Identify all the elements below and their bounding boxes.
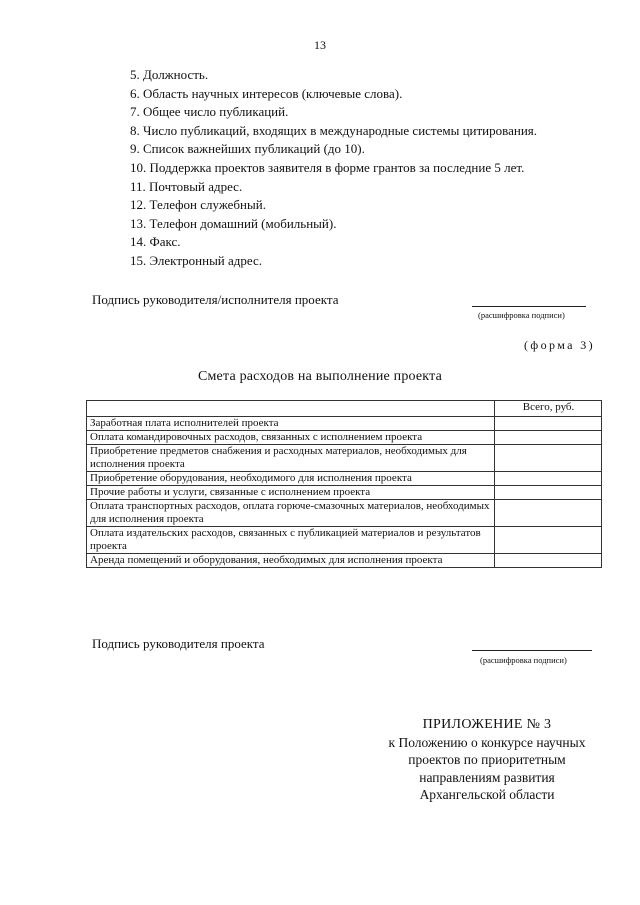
list-item: 12. Телефон служебный. [130, 197, 266, 213]
amount-cell [495, 445, 602, 472]
list-item: 14. Факс. [130, 234, 181, 250]
list-item: 10. Поддержка проектов заявителя в форме грантов за последние 5 лет. [130, 159, 525, 175]
page-number: 13 [314, 38, 326, 52]
expense-item-cell: Приобретение оборудования, необходимого для исполнения проекта [87, 472, 495, 486]
list-item: 13. Телефон домашний (мобильный). [130, 215, 337, 231]
header-cell-total: Всего, руб. [495, 401, 602, 417]
applicant-info-list [130, 66, 537, 271]
list-item: 15. Электронный адрес. [130, 252, 263, 268]
expense-item-cell: Оплата транспортных расходов, оплата горюче-смазочных материалов, необходимых для исполнения проекта [87, 500, 495, 527]
header-cell-item [87, 401, 495, 417]
table-row [87, 486, 602, 500]
amount-cell [495, 486, 602, 500]
appendix-block [352, 716, 622, 804]
table-row [87, 431, 602, 445]
signature-caption-2: (расшифровка подписи) [480, 655, 567, 665]
amount-cell [495, 431, 602, 445]
table-row [87, 500, 602, 527]
signature-label-1: Подпись руководителя/исполнителя проекта [92, 292, 339, 307]
list-item: 5. Должность. [130, 67, 209, 82]
appendix-line: к Положению о конкурсе научных [388, 734, 586, 750]
table-title: Смета расходов на выполнение проекта [197, 369, 443, 384]
amount-cell [495, 472, 602, 486]
table-header-row [87, 401, 602, 417]
list-item: 8. Число публикаций, входящих в международные системы цитирования. [130, 122, 538, 138]
signature-line-2 [472, 650, 592, 651]
appendix-line: Архангельской области [419, 787, 555, 802]
list-item: 7. Общее число публикаций. [130, 104, 289, 120]
appendix-line: проектов по приоритетным [408, 752, 566, 767]
amount-cell [495, 527, 602, 554]
amount-cell [495, 417, 602, 431]
table-row [87, 417, 602, 431]
appendix-line: направлениям развития [419, 769, 555, 785]
signature-caption-1: (расшифровка подписи) [478, 310, 565, 320]
signature-line-1 [472, 306, 586, 307]
table-row [87, 445, 602, 472]
expense-item-cell: Аренда помещений и оборудования, необходимых для исполнения проекта [87, 554, 495, 568]
expense-item-cell: Заработная плата исполнителей проекта [87, 417, 495, 431]
amount-cell [495, 500, 602, 527]
table-row [87, 472, 602, 486]
list-item: 11. Почтовый адрес. [130, 178, 243, 194]
expense-item-cell: Оплата издательских расходов, связанных с публикацией материалов и результатов проекта [87, 527, 495, 554]
table-row [87, 554, 602, 568]
amount-cell [495, 554, 602, 568]
expense-item-cell: Оплата командировочных расходов, связанных с исполнением проекта [87, 431, 495, 445]
expense-item-cell: Приобретение предметов снабжения и расходных материалов, необходимых для исполнения проекта [87, 445, 495, 472]
appendix-title: ПРИЛОЖЕНИЕ № 3 [422, 717, 552, 732]
list-item: 9. Список важнейших публикаций (до 10). [130, 141, 365, 157]
form-label: (форма 3) [524, 338, 596, 352]
list-item: 6. Область научных интересов (ключевые слова). [130, 85, 403, 101]
signature-label-2: Подпись руководителя проекта [92, 636, 265, 651]
budget-table [86, 400, 602, 568]
expense-item-cell: Прочие работы и услуги, связанные с исполнением проекта [87, 486, 495, 500]
table-row [87, 527, 602, 554]
